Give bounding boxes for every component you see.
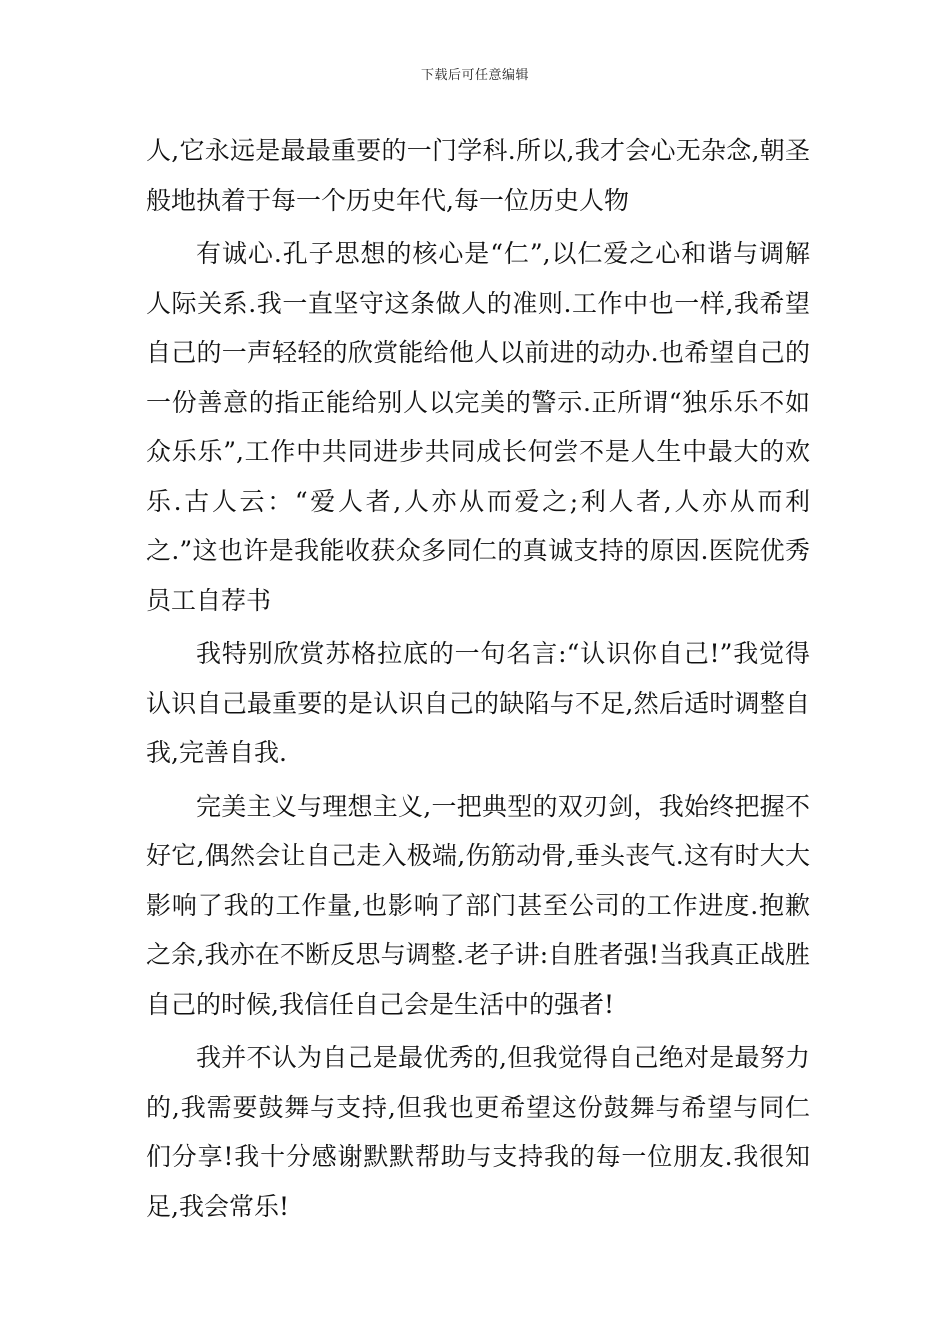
paragraph-sincerity: 有诚心.孔子思想的核心是“仁”,以仁爱之心和谐与调解人际关系.我一直坚守这条做人的准则.工作中也一样,我希望自己的一声轻轻的欣赏能给他人以前进的动办.也希望自己的一份善意的指正能给别人以完美的警示.正所谓“独乐乐不如众乐乐”,工作中共同进步共同成长何尝不是人生中最大的欢乐.古人云：“爱人者,人亦从而爱之;利人者,人亦从而利之.”这也许是我能收获众多同仁的真诚支持的原因.医院优秀员工自荐书 (146, 239, 810, 615)
page-header: 下载后可任意编辑 (420, 68, 529, 83)
paragraph-socrates: 我特别欣赏苏格拉底的一句名言:“认识你自己!”我觉得认识自己最重要的是认识自己的缺陷与不足,然后适时调整自我,完善自我. (146, 639, 810, 767)
paragraph-perfectionism: 完美主义与理想主义,一把典型的双刃剑，我始终把握不好它,偶然会让自己走入极端,伤筋动骨,垂头丧气.这有时大大影响了我的工作量,也影响了部门甚至公司的工作进度.抱歉之余,我亦在不断反思与调整.老子讲:自胜者强!当我真正战胜自己的时候,我信任自己会是生活中的强者! (146, 791, 810, 1019)
paragraph-effort: 我并不认为自己是最优秀的,但我觉得自己绝对是最努力的,我需要鼓舞与支持,但我也更希望这份鼓舞与希望与同仁们分享!我十分感谢默默帮助与支持我的每一位朋友.我很知足,我会常乐! (146, 1043, 810, 1221)
paragraph-continuation: 人,它永远是最最重要的一门学科.所以,我才会心无杂念,朝圣般地执着于每一个历史年代,每一位历史人物 (146, 136, 810, 215)
document-body (146, 126, 810, 1231)
